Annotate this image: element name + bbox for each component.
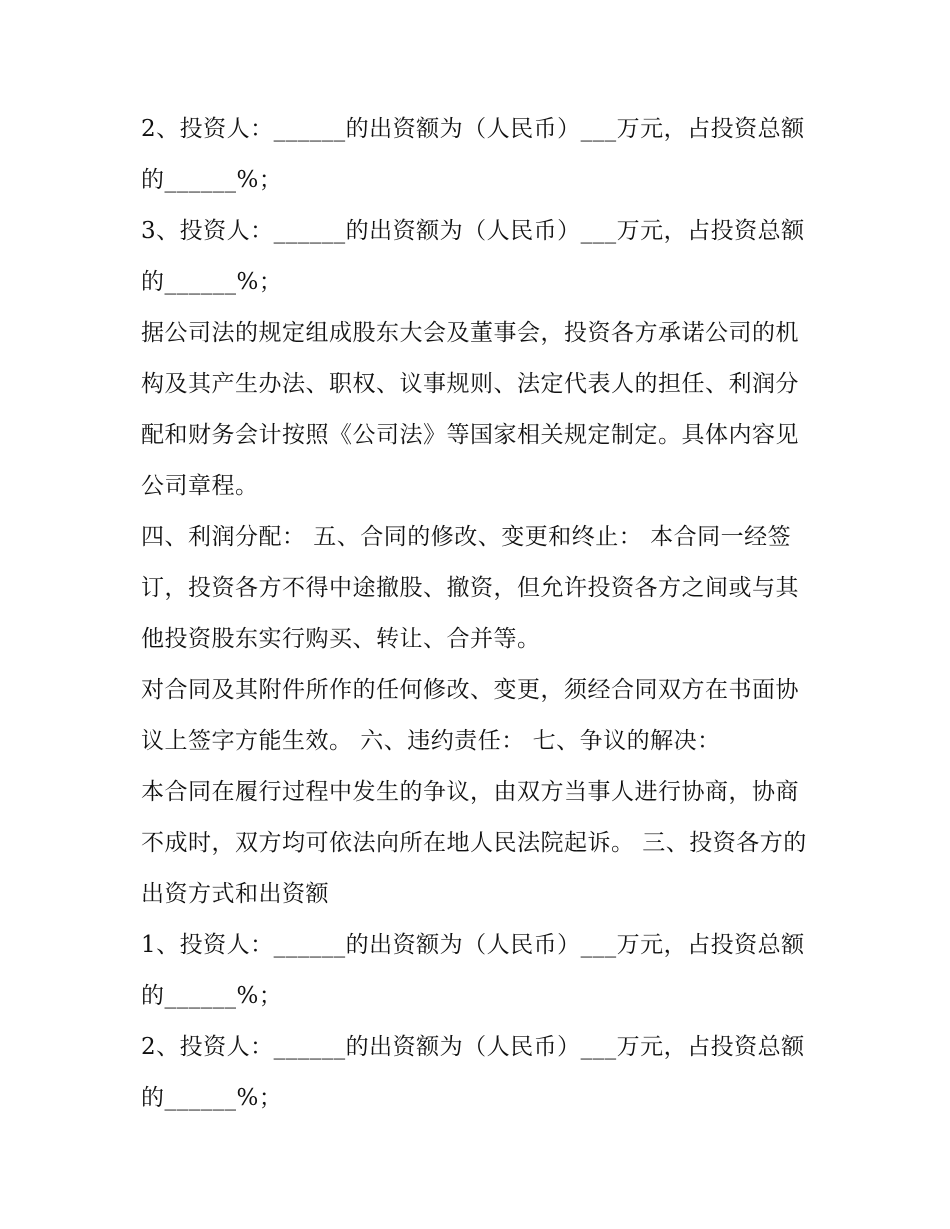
document-body xyxy=(141,104,816,1124)
paragraph-profit-modification: 四、利润分配： 五、合同的修改、变更和终止： 本合同一经签订，投资各方不得中途撤股、撤资，但允许投资各方之间或与其他投资股东实行购买、转让、合并等。 xyxy=(141,524,799,652)
paragraph-dispute-resolution: 本合同在履行过程中发生的争议，由双方当事人进行协商，协商不成时，双方均可依法向所在地人民法院起诉。 三、投资各方的出资方式和出资额 xyxy=(141,779,807,907)
paragraph-amendments: 对合同及其附件所作的任何修改、变更，须经合同双方在书面协议上签字方能生效。 六、违约责任： 七、争议的解决： xyxy=(141,677,799,754)
paragraph-investor-2-repeat: 2、投资人：______的出资额为（人民币）___万元，占投资总额的______%； xyxy=(141,1034,805,1111)
paragraph-company-structure: 据公司法的规定组成股东大会及董事会，投资各方承诺公司的机构及其产生办法、职权、议事规则、法定代表人的担任、利润分配和财务会计按照《公司法》等国家相关规定制定。具体内容见公司章程。 xyxy=(141,320,799,499)
paragraph-investor-3: 3、投资人：______的出资额为（人民币）___万元，占投资总额的______%； xyxy=(141,218,805,295)
paragraph-investor-1: 1、投资人：______的出资额为（人民币）___万元，占投资总额的______%； xyxy=(141,932,805,1009)
paragraph-investor-2: 2、投资人：______的出资额为（人民币）___万元，占投资总额的______%； xyxy=(141,116,805,193)
